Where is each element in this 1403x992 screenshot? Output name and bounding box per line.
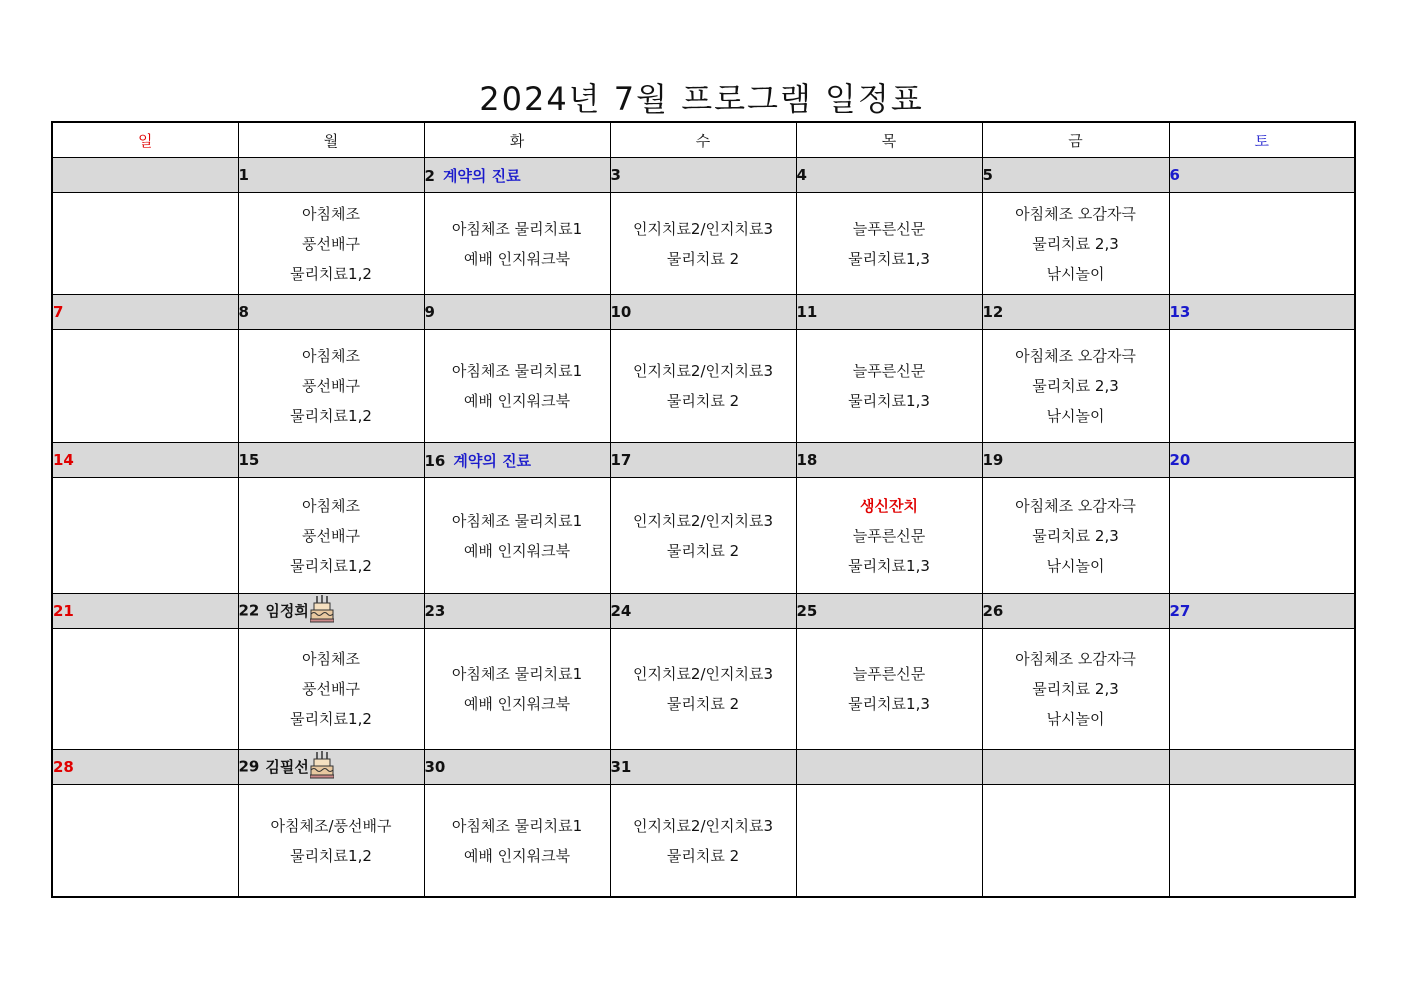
date-cell-sat [1169, 295, 1355, 330]
events-cell-fri [982, 478, 1169, 594]
events-cell-sat [1169, 478, 1355, 594]
event-item: 낚시놀이 [1046, 407, 1105, 425]
event-item: 물리치료 2 [666, 695, 740, 713]
events-cell-tue [424, 629, 610, 750]
events-row [52, 330, 1355, 443]
events-cell-fri [982, 330, 1169, 443]
event-item: 인지치료2/인지치료3 [632, 511, 774, 530]
date-number: 4 [796, 166, 807, 184]
event-item: 늘푸른신문 [852, 362, 926, 380]
date-cell-fri [982, 158, 1169, 193]
date-number: 10 [610, 303, 632, 321]
cake-icon [310, 594, 334, 628]
birthday-name: 김필선 [265, 757, 309, 776]
date-number: 22 [238, 601, 260, 620]
date-cell-thu [796, 443, 982, 478]
date-number: 25 [796, 602, 818, 620]
events-cell-fri [982, 785, 1169, 898]
date-number: 26 [982, 602, 1004, 620]
date-cell-wed [610, 295, 796, 330]
event-item: 물리치료 2,3 [1032, 377, 1119, 395]
date-cell-sat [1169, 443, 1355, 478]
date-number: 29 [238, 757, 260, 776]
events-cell-thu [796, 193, 982, 295]
date-cell-mon [238, 158, 424, 193]
events-cell-wed [610, 478, 796, 594]
date-cell-sat [1169, 750, 1355, 785]
events-cell-sat [1169, 629, 1355, 750]
event-item: 풍선배구 [302, 526, 360, 545]
event-item: 물리치료 2,3 [1032, 526, 1119, 545]
date-number: 20 [1169, 451, 1191, 469]
event-item: 인지치료2/인지치료3 [632, 665, 774, 683]
events-cell-sat [1169, 193, 1355, 295]
date-number: 9 [424, 303, 435, 321]
date-cell-mon [238, 750, 424, 785]
date-number: 15 [238, 451, 260, 469]
date-number: 7 [53, 303, 64, 321]
events-row [52, 193, 1355, 295]
event-item: 늘푸른신문 [852, 665, 926, 683]
events-row [52, 629, 1355, 750]
date-cell-sun [52, 295, 238, 330]
events-cell-fri [982, 193, 1169, 295]
date-number: 6 [1169, 166, 1180, 184]
event-item: 아침체조 [302, 650, 360, 668]
date-cell-wed [610, 443, 796, 478]
date-number: 13 [1169, 303, 1191, 321]
date-cell-thu [796, 295, 982, 330]
event-item: 풍선배구 [302, 680, 360, 698]
event-item: 아침체조/풍선배구 [270, 816, 392, 835]
events-row [52, 785, 1355, 898]
event-item: 아침체조 [302, 204, 360, 223]
event-item: 아침체조 [302, 496, 360, 515]
events-cell-sun [52, 785, 238, 898]
date-cell-fri [982, 594, 1169, 629]
event-item: 물리치료1,3 [848, 556, 930, 575]
date-cell-sat [1169, 594, 1355, 629]
date-number: 2 [424, 166, 435, 185]
event-item: 물리치료1,3 [848, 695, 930, 713]
clinic-note: 계약의 진료 [442, 166, 521, 185]
events-cell-wed [610, 629, 796, 750]
events-cell-fri [982, 629, 1169, 750]
date-number: 16 [424, 451, 446, 470]
date-row [52, 443, 1355, 478]
events-cell-sun [52, 629, 238, 750]
date-number: 27 [1169, 602, 1191, 620]
calendar-table [51, 121, 1356, 898]
event-item: 낚시놀이 [1046, 556, 1105, 575]
weekday-header-mon: 월 [238, 122, 424, 158]
date-cell-fri [982, 295, 1169, 330]
date-number: 21 [53, 602, 74, 620]
event-item: 물리치료 2 [666, 392, 740, 410]
date-number: 31 [610, 758, 632, 776]
date-cell-thu [796, 750, 982, 785]
event-item: 인지치료2/인지치료3 [632, 219, 774, 238]
events-cell-thu [796, 330, 982, 443]
events-cell-tue [424, 330, 610, 443]
event-item: 아침체조 물리치료1 [451, 511, 583, 530]
weekday-header-sat: 토 [1169, 122, 1355, 158]
date-number: 12 [982, 303, 1004, 321]
event-item: 늘푸른신문 [852, 219, 926, 238]
date-cell-fri [982, 750, 1169, 785]
date-cell-sun [52, 443, 238, 478]
date-number: 24 [610, 602, 632, 620]
date-cell-sun [52, 158, 238, 193]
clinic-note: 계약의 진료 [453, 451, 532, 470]
events-cell-sat [1169, 785, 1355, 898]
date-cell-tue [424, 158, 610, 193]
events-cell-mon [238, 629, 424, 750]
event-item: 물리치료1,2 [290, 846, 372, 865]
event-item: 풍선배구 [302, 377, 360, 395]
event-item: 물리치료 2,3 [1032, 234, 1119, 253]
date-row [52, 158, 1355, 193]
date-cell-mon [238, 295, 424, 330]
event-item: 물리치료 2,3 [1032, 680, 1119, 698]
event-item: 물리치료1,2 [290, 556, 372, 575]
date-cell-fri [982, 443, 1169, 478]
date-number: 11 [796, 303, 818, 321]
events-cell-wed [610, 330, 796, 443]
date-cell-sun [52, 594, 238, 629]
events-cell-tue [424, 785, 610, 898]
events-cell-wed [610, 785, 796, 898]
events-cell-sun [52, 330, 238, 443]
events-cell-tue [424, 478, 610, 594]
events-cell-mon [238, 785, 424, 898]
event-item: 낚시놀이 [1046, 264, 1105, 283]
event-item: 물리치료1,2 [290, 264, 372, 283]
event-item: 낚시놀이 [1046, 710, 1105, 728]
birthday-party-event: 생신잔치 [860, 496, 918, 515]
event-item: 물리치료 2 [666, 846, 740, 865]
event-item: 아침체조 오감자극 [1015, 650, 1136, 668]
cake-icon [310, 750, 334, 784]
events-cell-wed [610, 193, 796, 295]
events-cell-sun [52, 193, 238, 295]
events-cell-thu [796, 629, 982, 750]
event-item: 물리치료1,3 [848, 392, 930, 410]
date-number: 3 [610, 166, 621, 184]
event-item: 아침체조 오감자극 [1015, 204, 1136, 223]
date-row [52, 295, 1355, 330]
weekday-header-row [52, 122, 1355, 158]
date-number: 8 [238, 303, 249, 321]
event-item: 풍선배구 [302, 234, 360, 253]
events-cell-thu [796, 785, 982, 898]
event-item: 아침체조 물리치료1 [451, 665, 583, 683]
weekday-header-fri: 금 [982, 122, 1169, 158]
date-cell-tue [424, 750, 610, 785]
events-cell-mon [238, 330, 424, 443]
events-row [52, 478, 1355, 594]
date-cell-wed [610, 594, 796, 629]
date-cell-sat [1169, 158, 1355, 193]
date-cell-wed [610, 158, 796, 193]
date-cell-sun [52, 750, 238, 785]
weekday-header-thu: 목 [796, 122, 982, 158]
date-number: 1 [238, 166, 249, 184]
date-number: 19 [982, 451, 1004, 469]
weekday-header-tue: 화 [424, 122, 610, 158]
date-number: 18 [796, 451, 818, 469]
date-cell-mon [238, 594, 424, 629]
event-item: 물리치료1,2 [290, 407, 372, 425]
events-cell-sun [52, 478, 238, 594]
birthday-name: 임정희 [265, 601, 309, 620]
event-item: 예배 인지워크북 [463, 392, 571, 410]
date-cell-wed [610, 750, 796, 785]
page-title: 2024년 7월 프로그램 일정표 [479, 80, 924, 118]
events-cell-tue [424, 193, 610, 295]
event-item: 물리치료1,2 [290, 710, 372, 728]
event-item: 예배 인지워크북 [463, 846, 571, 865]
event-item: 아침체조 물리치료1 [451, 219, 583, 238]
events-cell-sat [1169, 330, 1355, 443]
weekday-header-sun: 일 [52, 122, 238, 158]
date-cell-tue [424, 443, 610, 478]
date-number: 14 [53, 451, 74, 469]
event-item: 인지치료2/인지치료3 [632, 816, 774, 835]
event-item: 예배 인지워크북 [463, 541, 571, 560]
event-item: 늘푸른신문 [852, 526, 926, 545]
event-item: 물리치료 2 [666, 541, 740, 560]
event-item: 아침체조 물리치료1 [451, 362, 583, 380]
date-row [52, 594, 1355, 629]
date-number: 17 [610, 451, 632, 469]
date-cell-tue [424, 594, 610, 629]
event-item: 인지치료2/인지치료3 [632, 362, 774, 380]
event-item: 아침체조 [302, 347, 360, 365]
event-item: 아침체조 오감자극 [1015, 347, 1136, 365]
date-number: 5 [982, 166, 993, 184]
event-item: 예배 인지워크북 [463, 695, 571, 713]
date-cell-thu [796, 158, 982, 193]
date-number: 28 [53, 758, 74, 776]
date-number: 23 [424, 602, 446, 620]
events-cell-thu [796, 478, 982, 594]
event-item: 아침체조 오감자극 [1015, 496, 1136, 515]
date-cell-thu [796, 594, 982, 629]
weekday-header-wed: 수 [610, 122, 796, 158]
event-item: 아침체조 물리치료1 [451, 816, 583, 835]
event-item: 물리치료 2 [666, 249, 740, 268]
date-number: 30 [424, 758, 446, 776]
event-item: 물리치료1,3 [848, 249, 930, 268]
date-cell-mon [238, 443, 424, 478]
events-cell-mon [238, 478, 424, 594]
date-row [52, 750, 1355, 785]
date-cell-tue [424, 295, 610, 330]
event-item: 예배 인지워크북 [463, 249, 571, 268]
events-cell-mon [238, 193, 424, 295]
